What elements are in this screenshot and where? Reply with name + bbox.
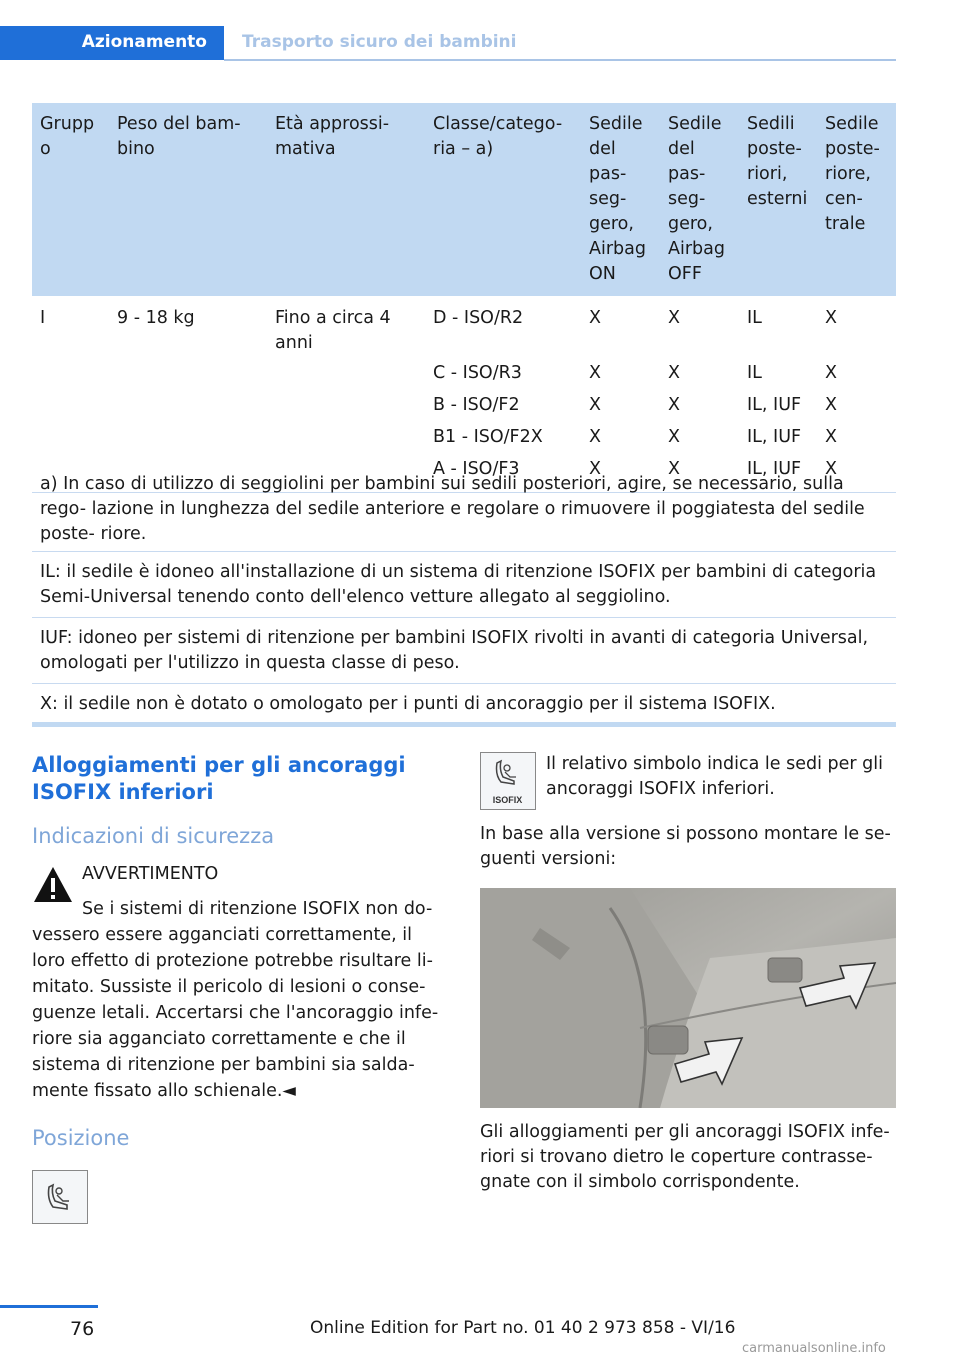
col-header-rear-outer: Sedili poste- riori, esterni xyxy=(739,103,817,296)
table-cell: X xyxy=(668,395,680,415)
watermark: carmanualsonline.info xyxy=(742,1341,886,1356)
table-cell: X xyxy=(825,363,837,383)
table-bottom-rule xyxy=(32,722,896,727)
table-cell xyxy=(32,388,109,420)
table-cell: X xyxy=(589,363,601,383)
table-header-row xyxy=(32,103,896,296)
isofix-table xyxy=(32,103,896,493)
table-cell: X xyxy=(668,427,680,447)
table-cell: X xyxy=(825,427,837,447)
footnote-a: a) In caso di utilizzo di seggiolini per bambini sui sedili posteriori, agire, se necessario, sulla rego- lazione in lunghezza del sedile anteriore e regolare o rimuovere il poggiatesta del sedile poste- riore. xyxy=(32,464,896,552)
table-cell: IL, IUF xyxy=(747,395,802,415)
table-cell xyxy=(32,420,109,452)
col-header-rear-center: Sedile poste- riore, cen- trale xyxy=(817,103,896,296)
table-cell: X xyxy=(589,459,601,479)
table-cell: X xyxy=(668,308,680,328)
footnote-il: IL: il sedile è idoneo all'installazione di un sistema di ritenzione ISOFIX per bambini di categoria Semi-Universal tenendo conto dell'elenco vetture allegato al seggiolino. xyxy=(32,552,896,618)
col-header-group: Grupp o xyxy=(32,103,109,296)
table-cell: C - ISO/R3 xyxy=(433,363,522,383)
page-number: 76 xyxy=(70,1318,95,1340)
table-cell: X xyxy=(589,308,601,328)
table-cell: X xyxy=(589,427,601,447)
table-cell: B1 - ISO/F2X xyxy=(433,427,543,447)
table-row xyxy=(32,388,896,420)
table-cell xyxy=(267,356,425,388)
versions-text: In base alla versione si possono montare le se- guenti versioni: xyxy=(480,824,891,869)
table-row xyxy=(32,420,896,452)
table-cell: X xyxy=(589,395,601,415)
col-header-age: Età approssi- mativa xyxy=(267,103,425,296)
footnote-x: X: il sedile non è dotato o omologato per i punti di ancoraggio per il sistema ISOFIX. xyxy=(40,694,776,714)
col-header-passenger-airbag-off: Sedile del pas- seg- gero, Airbag OFF xyxy=(660,103,739,296)
position-subheading: Posizione xyxy=(32,1126,130,1150)
table-cell xyxy=(109,356,267,388)
table-cell: X xyxy=(668,459,680,479)
table-cell: X xyxy=(825,459,837,479)
chapter-title[interactable]: Trasporto sicuro dei bambini xyxy=(242,32,517,52)
table-cell: X xyxy=(668,363,680,383)
child-seat-icon xyxy=(32,1170,88,1224)
table-cell xyxy=(109,420,267,452)
table-cell: Fino a circa 4 anni xyxy=(275,308,391,353)
photo-caption: Gli alloggiamenti per gli ancoraggi ISOFIX infe- riori si trovano dietro le coperture contrasse- gnate con il simbolo corrispondente. xyxy=(480,1122,890,1192)
isofix-anchor-photo xyxy=(480,888,896,1108)
section-heading: Alloggiamenti per gli ancoraggi ISOFIX inferiori xyxy=(32,753,406,804)
symbol-description: Il relativo simbolo indica le sedi per gli ancoraggi ISOFIX inferiori. xyxy=(546,754,883,799)
warning-title: AVVERTIMENTO xyxy=(82,864,219,884)
col-header-weight: Peso del bam- bino xyxy=(109,103,267,296)
table-cell: IL, IUF xyxy=(747,459,802,479)
table-cell: I xyxy=(40,308,46,328)
page-header xyxy=(0,26,896,62)
table-cell: A - ISO/F3 xyxy=(433,459,520,479)
table-cell: IL xyxy=(747,363,762,383)
table-footnotes xyxy=(32,464,896,724)
table-cell xyxy=(267,420,425,452)
table-cell: IL xyxy=(747,308,762,328)
table-cell xyxy=(32,356,109,388)
warning-body: Se i sistemi di ritenzione ISOFIX non do- vessero essere agganciati correttamente, il loro effetto di protezione potrebbe risultare li- mitato. Sussiste il pericolo di lesioni o conse- guenze letali. Accertarsi che l'ancoraggio infe- riore sia agganciato correttamente e che il sistema di ritenzione per bambini sia salda- mente fissato allo schienale.◄ xyxy=(32,899,439,1101)
table-cell xyxy=(109,388,267,420)
safety-subheading: Indicazioni di sicurezza xyxy=(32,824,275,848)
table-cell: B - ISO/F2 xyxy=(433,395,520,415)
table-cell: X xyxy=(825,308,837,328)
table-row xyxy=(32,356,896,388)
isofix-symbol-icon xyxy=(480,752,536,810)
footnote-iuf: IUF: idoneo per sistemi di ritenzione per bambini ISOFIX rivolti in avanti di categoria Universal, omologati per l'utilizzo in questa classe di peso. xyxy=(32,618,896,684)
edition-line: Online Edition for Part no. 01 40 2 973 858 - VI/16 xyxy=(310,1318,736,1338)
col-header-passenger-airbag-on: Sedile del pas- seg- gero, Airbag ON xyxy=(581,103,660,296)
header-rule xyxy=(224,59,896,61)
isofix-symbol-label: ISOFIX xyxy=(492,795,523,805)
table-cell: 9 - 18 kg xyxy=(117,308,195,328)
col-header-class: Classe/catego- ria – a) xyxy=(425,103,581,296)
section-tab[interactable]: Azionamento xyxy=(0,26,224,60)
table-cell: IL, IUF xyxy=(747,427,802,447)
table-cell: X xyxy=(825,395,837,415)
table-cell xyxy=(267,388,425,420)
page-number-rule xyxy=(0,1305,98,1308)
table-cell: D - ISO/R2 xyxy=(433,308,524,328)
table-row xyxy=(32,296,896,356)
